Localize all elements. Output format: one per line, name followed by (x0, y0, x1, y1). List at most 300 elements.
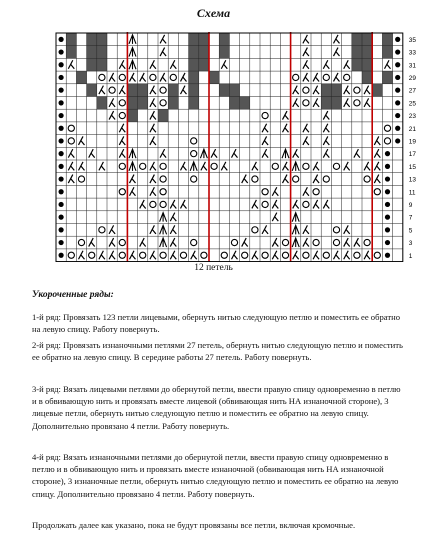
decrease-icon (221, 162, 227, 171)
decrease-icon (385, 60, 391, 69)
gray-cell (331, 97, 341, 110)
edge-stitch-icon (59, 164, 64, 169)
yarn-over-icon (170, 74, 176, 80)
edge-stitch-icon (59, 37, 64, 42)
gray-cell (66, 33, 76, 46)
row-number: 15 (408, 163, 417, 171)
decrease-icon (242, 238, 248, 247)
gray-cell (362, 46, 372, 59)
decrease-icon (181, 73, 187, 82)
yarn-over-icon (323, 176, 329, 182)
decrease-icon (119, 60, 125, 69)
gray-cell (352, 33, 362, 46)
decrease-icon (313, 175, 319, 184)
decrease-icon (364, 98, 370, 107)
yarn-over-icon (252, 176, 258, 182)
decrease-icon (344, 60, 350, 69)
instruction-row-2: 2-й ряд: Провязать изнаночными петлями 27 петель, обернуть нитью следующую петлю и поместить ее обратно на левую спицу. В середине работы 27 петель. Работу повернуть. (32, 340, 403, 363)
row-number: 7 (408, 214, 413, 222)
gray-cell (97, 33, 107, 46)
yarn-over-icon (313, 239, 319, 245)
yarn-over-icon (119, 74, 125, 80)
gray-cell (189, 97, 199, 110)
row-number: 13 (408, 176, 417, 184)
decrease-icon (68, 60, 74, 69)
gray-cell (219, 84, 229, 97)
decrease-icon (313, 98, 319, 107)
edge-stitch-icon (59, 215, 64, 220)
decrease-icon (89, 149, 95, 158)
gray-cell (321, 84, 331, 97)
edge-stitch-icon (59, 62, 64, 67)
decrease-icon (232, 251, 238, 260)
decrease-icon (334, 73, 340, 82)
decrease-icon (283, 162, 289, 171)
gray-cell (352, 58, 362, 71)
decrease-icon (160, 48, 166, 57)
gray-cell (189, 33, 199, 46)
decrease-icon (119, 136, 125, 145)
yarn-over-icon (262, 201, 268, 207)
decrease-icon (344, 225, 350, 234)
double-decrease-icon (160, 238, 167, 247)
decrease-icon (150, 225, 156, 234)
edge-stitch-icon (395, 37, 400, 42)
double-decrease-icon (160, 225, 167, 234)
yarn-over-icon (262, 252, 268, 258)
gray-cell (87, 46, 97, 59)
decrease-icon (170, 200, 176, 209)
double-decrease-icon (292, 238, 299, 247)
decrease-icon (150, 175, 156, 184)
yarn-over-icon (119, 189, 125, 195)
decrease-icon (109, 73, 115, 82)
edge-stitch-icon (395, 138, 400, 143)
decrease-icon (99, 251, 105, 260)
decrease-icon (354, 149, 360, 158)
yarn-over-icon (364, 176, 370, 182)
yarn-over-icon (293, 176, 299, 182)
gray-cell (352, 46, 362, 59)
edge-stitch-icon (385, 189, 390, 194)
yarn-over-icon (303, 163, 309, 169)
row-number: 27 (408, 87, 417, 95)
yarn-over-icon (333, 239, 339, 245)
yarn-over-icon (119, 100, 125, 106)
chart-caption: 12 петель (194, 263, 233, 273)
yarn-over-icon (374, 189, 380, 195)
decrease-icon (68, 162, 74, 171)
yarn-over-icon (68, 138, 74, 144)
decrease-icon (303, 124, 309, 133)
double-decrease-icon (129, 149, 136, 158)
gray-cell (219, 46, 229, 59)
decrease-icon (313, 86, 319, 95)
decrease-icon (170, 60, 176, 69)
yarn-over-icon (374, 252, 380, 258)
row-number: 1 (408, 252, 413, 260)
edge-stitch-icon (59, 240, 64, 245)
instruction-row-4: 4-й ряд: Вязать изнаночными петлями до обернутой петли, ввести правую спицу одновременно в петлю и в обвивающую нить и провязать вместе изнаночной (обвивающая нить НА изнаночной стороне), 3 изнаночные петли, обернуть нитью следующую петлю и поместить ее обратно на левую спицу. Дополнительно провязано 4 петли. Работу повернуть. (32, 452, 399, 499)
yarn-over-icon (303, 100, 309, 106)
decrease-icon (283, 111, 289, 120)
yarn-over-icon (303, 252, 309, 258)
double-decrease-icon (292, 162, 299, 171)
yarn-over-icon (354, 252, 360, 258)
instruction-continue: Продолжать далее как указано, пока не будут провязаны все петли, включая кромочные. (32, 520, 356, 530)
instruction-row-1: 1-й ряд: Провязать 123 петли лицевыми, обернуть нитью следующую петлю и поместить ее обратно на левую спицу. Работу повернуть. (32, 312, 401, 335)
decrease-icon (293, 200, 299, 209)
decrease-icon (272, 238, 278, 247)
decrease-icon (150, 111, 156, 120)
edge-stitch-icon (59, 202, 64, 207)
yarn-over-icon (191, 138, 197, 144)
double-decrease-icon (292, 213, 299, 222)
decrease-icon (150, 60, 156, 69)
decrease-icon (140, 200, 146, 209)
row-number: 9 (408, 201, 413, 209)
edge-stitch-icon (395, 75, 400, 80)
decrease-icon (313, 251, 319, 260)
yarn-over-icon (191, 239, 197, 245)
edge-stitch-icon (385, 240, 390, 245)
decrease-icon (68, 175, 74, 184)
yarn-over-icon (160, 100, 166, 106)
decrease-icon (130, 73, 136, 82)
gray-cell (229, 97, 239, 110)
instruction-row-3: 3-й ряд: Вязать лицевыми петлями до обернутой петли, ввести правую спицу одновременно в петлю и в обвивающую нить и провязать вместе лицевой (обвивающая нить НА изнаночной стороне), 3 лицевые петли, обернуть нитью следующую петлю и поместить ее обратно на левую спицу. Дополнительно провязано 4 петли. Работу повернуть. (32, 384, 401, 431)
decrease-icon (130, 251, 136, 260)
gray-cell (76, 71, 86, 84)
yarn-over-icon (262, 112, 268, 118)
gray-cell (362, 58, 372, 71)
gray-cell (87, 84, 97, 97)
chart-title: Схема (196, 6, 231, 20)
decrease-icon (323, 200, 329, 209)
yarn-over-icon (272, 163, 278, 169)
decrease-icon (364, 86, 370, 95)
yarn-over-icon (333, 163, 339, 169)
yarn-over-icon (119, 252, 125, 258)
yarn-over-icon (364, 239, 370, 245)
gray-cell (219, 33, 229, 46)
edge-stitch-icon (59, 176, 64, 181)
yarn-over-icon (354, 87, 360, 93)
gray-cell (158, 109, 168, 122)
yarn-over-icon (150, 201, 156, 207)
decrease-icon (272, 251, 278, 260)
edge-stitch-icon (385, 164, 390, 169)
decrease-icon (150, 251, 156, 260)
decrease-icon (79, 251, 85, 260)
decrease-icon (181, 162, 187, 171)
decrease-icon (150, 136, 156, 145)
row-number: 3 (408, 240, 413, 248)
gray-cell (127, 84, 137, 97)
decrease-icon (140, 238, 146, 247)
gray-cell (97, 97, 107, 110)
edge-stitch-icon (395, 49, 400, 54)
gray-cell (168, 97, 178, 110)
decrease-icon (374, 136, 380, 145)
yarn-over-icon (323, 252, 329, 258)
decrease-icon (344, 162, 350, 171)
edge-stitch-icon (385, 176, 390, 181)
edge-stitch-icon (59, 253, 64, 258)
decrease-icon (364, 162, 370, 171)
gray-cell (199, 58, 209, 71)
decrease-icon (313, 162, 319, 171)
gray-cell (87, 58, 97, 71)
decrease-icon (252, 162, 258, 171)
gray-cell (229, 84, 239, 97)
yarn-over-icon (191, 176, 197, 182)
decrease-icon (272, 213, 278, 222)
yarn-over-icon (160, 189, 166, 195)
gray-cell (331, 84, 341, 97)
decrease-icon (272, 187, 278, 196)
decrease-icon (181, 200, 187, 209)
yarn-over-icon (160, 252, 166, 258)
decrease-icon (334, 35, 340, 44)
row-number: 25 (408, 100, 417, 108)
yarn-over-icon (180, 252, 186, 258)
decrease-icon (99, 162, 105, 171)
row-number: 31 (408, 62, 417, 70)
decrease-icon (334, 251, 340, 260)
decrease-icon (262, 124, 268, 133)
edge-stitch-icon (59, 138, 64, 143)
decrease-icon (354, 238, 360, 247)
yarn-over-icon (303, 87, 309, 93)
decrease-icon (344, 251, 350, 260)
row-number: 33 (408, 49, 417, 57)
decrease-icon (181, 86, 187, 95)
decrease-icon (160, 35, 166, 44)
edge-stitch-icon (385, 227, 390, 232)
yarn-over-icon (140, 163, 146, 169)
yarn-over-icon (211, 163, 217, 169)
edge-stitch-icon (395, 113, 400, 118)
edge-stitch-icon (59, 227, 64, 232)
edge-stitch-icon (59, 88, 64, 93)
decrease-icon (140, 73, 146, 82)
edge-stitch-icon (395, 100, 400, 105)
double-decrease-icon (129, 35, 136, 44)
decrease-icon (303, 187, 309, 196)
decrease-icon (232, 149, 238, 158)
yarn-over-icon (384, 125, 390, 131)
decrease-icon (79, 136, 85, 145)
decrease-icon (323, 124, 329, 133)
edge-stitch-icon (395, 88, 400, 93)
decrease-icon (150, 86, 156, 95)
row-number: 5 (408, 227, 413, 235)
edge-stitch-icon (59, 151, 64, 156)
decrease-icon (262, 136, 268, 145)
row-number: 35 (408, 36, 417, 44)
yarn-over-icon (333, 227, 339, 233)
gray-cell (138, 97, 148, 110)
decrease-icon (191, 251, 197, 260)
yarn-over-icon (293, 74, 299, 80)
yarn-over-icon (231, 239, 237, 245)
decrease-icon (272, 200, 278, 209)
gray-cell (189, 71, 199, 84)
gray-cell (382, 46, 392, 59)
row-number: 29 (408, 74, 417, 82)
decrease-icon (323, 111, 329, 120)
decrease-icon (313, 200, 319, 209)
decrease-icon (323, 136, 329, 145)
gray-cell (189, 58, 199, 71)
gray-cell (97, 58, 107, 71)
yarn-over-icon (99, 227, 105, 233)
decrease-icon (242, 175, 248, 184)
yarn-over-icon (119, 112, 125, 118)
section-heading: Укороченные ряды: (32, 290, 114, 300)
edge-stitch-icon (385, 151, 390, 156)
edge-stitch-icon (395, 62, 400, 67)
row-number: 19 (408, 138, 417, 146)
decrease-icon (293, 251, 299, 260)
double-decrease-icon (200, 149, 207, 158)
gray-cell (382, 33, 392, 46)
yarn-over-icon (313, 189, 319, 195)
knitting-chart (0, 0, 427, 262)
decrease-icon (211, 149, 217, 158)
edge-stitch-icon (59, 100, 64, 105)
edge-stitch-icon (59, 75, 64, 80)
yarn-over-icon (344, 74, 350, 80)
gray-cell (209, 71, 219, 84)
decrease-icon (79, 162, 85, 171)
row-number: 17 (408, 151, 417, 159)
edge-stitch-icon (59, 113, 64, 118)
decrease-icon (221, 60, 227, 69)
decrease-icon (303, 238, 309, 247)
decrease-icon (374, 175, 380, 184)
edge-stitch-icon (385, 202, 390, 207)
gray-cell (382, 71, 392, 84)
decrease-icon (252, 251, 258, 260)
yarn-over-icon (160, 163, 166, 169)
row-number: 21 (408, 125, 417, 133)
gray-cell (66, 46, 76, 59)
yarn-over-icon (119, 239, 125, 245)
yarn-over-icon (109, 87, 115, 93)
decrease-icon (150, 162, 156, 171)
decrease-icon (130, 175, 136, 184)
yarn-over-icon (262, 189, 268, 195)
row-number: 11 (408, 189, 416, 197)
double-decrease-icon (282, 149, 289, 158)
decrease-icon (160, 73, 166, 82)
decrease-icon (150, 187, 156, 196)
yarn-over-icon (160, 87, 166, 93)
gray-cell (321, 97, 331, 110)
gray-cell (168, 84, 178, 97)
gray-cell (138, 84, 148, 97)
double-decrease-icon (129, 48, 136, 57)
decrease-icon (130, 187, 136, 196)
decrease-icon (150, 124, 156, 133)
yarn-over-icon (252, 227, 258, 233)
decrease-icon (109, 111, 115, 120)
double-decrease-icon (190, 162, 197, 171)
decrease-icon (170, 213, 176, 222)
row-number: 23 (408, 113, 417, 121)
gray-cell (240, 97, 250, 110)
yarn-over-icon (89, 252, 95, 258)
decrease-icon (262, 149, 268, 158)
decrease-icon (323, 149, 329, 158)
yarn-over-icon (201, 252, 207, 258)
decrease-icon (170, 251, 176, 260)
yarn-over-icon (78, 176, 84, 182)
decrease-icon (344, 98, 350, 107)
edge-stitch-icon (395, 126, 400, 131)
edge-stitch-icon (59, 189, 64, 194)
double-decrease-icon (292, 225, 299, 234)
decrease-icon (293, 98, 299, 107)
gray-cell (372, 84, 382, 97)
decrease-icon (283, 175, 289, 184)
yarn-over-icon (242, 252, 248, 258)
decrease-icon (252, 200, 258, 209)
edge-stitch-icon (59, 49, 64, 54)
yarn-over-icon (282, 239, 288, 245)
decrease-icon (293, 149, 299, 158)
yarn-over-icon (221, 252, 227, 258)
decrease-icon (262, 225, 268, 234)
decrease-icon (374, 162, 380, 171)
decrease-icon (283, 124, 289, 133)
gray-cell (87, 33, 97, 46)
decrease-icon (109, 251, 115, 260)
gray-cell (189, 46, 199, 59)
decrease-icon (170, 225, 176, 234)
yarn-over-icon (160, 201, 166, 207)
decrease-icon (323, 60, 329, 69)
gray-cell (97, 46, 107, 59)
decrease-icon (160, 149, 166, 158)
yarn-over-icon (191, 151, 197, 157)
yarn-over-icon (354, 100, 360, 106)
decrease-icon (109, 98, 115, 107)
gray-cell (362, 33, 372, 46)
double-decrease-icon (160, 213, 167, 222)
decrease-icon (293, 86, 299, 95)
yarn-over-icon (119, 163, 125, 169)
gray-cell (362, 71, 372, 84)
decrease-icon (201, 162, 207, 171)
decrease-icon (150, 98, 156, 107)
decrease-icon (374, 149, 380, 158)
decrease-icon (334, 48, 340, 57)
yarn-over-icon (282, 252, 288, 258)
yarn-over-icon (384, 138, 390, 144)
decrease-icon (119, 124, 125, 133)
decrease-icon (303, 225, 309, 234)
decrease-icon (303, 136, 309, 145)
yarn-over-icon (303, 201, 309, 207)
decrease-icon (89, 238, 95, 247)
decrease-icon (364, 251, 370, 260)
gray-cell (199, 46, 209, 59)
decrease-icon (109, 225, 115, 234)
yarn-over-icon (78, 239, 84, 245)
